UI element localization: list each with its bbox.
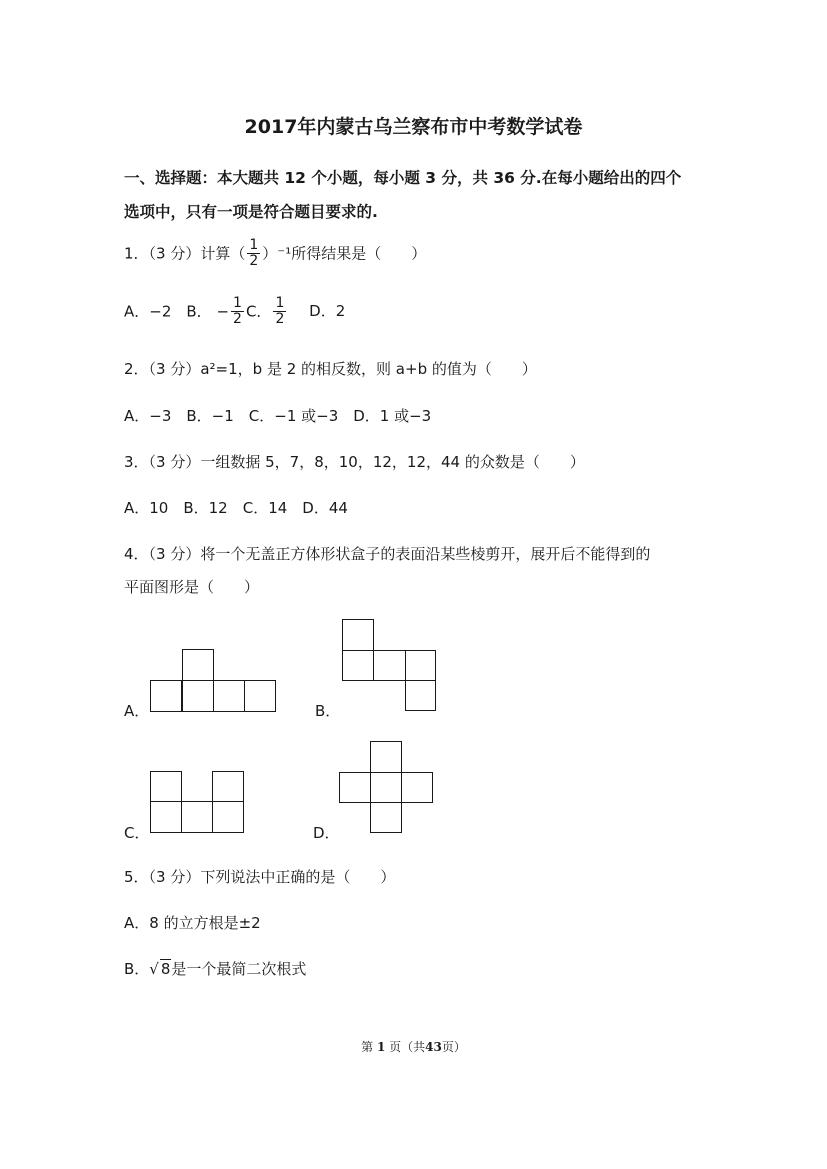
section-heading-line1: 一、选择题：本大题共 12 个小题，每小题 3 分，共 36 分.在每小题给出的四个 [124, 169, 682, 187]
footer-post: 页） [441, 1040, 466, 1054]
page-title: 2017年内蒙古乌兰察布市中考数学试卷 [244, 116, 583, 138]
q4-net-d [339, 741, 435, 835]
net-a-square [245, 681, 276, 712]
q1-prefix: 1．（3 分）计算（ [124, 244, 246, 263]
net-d-square [371, 773, 402, 803]
q1-option-d: D．2 [309, 302, 346, 321]
q4-option-d-label: D． [313, 824, 340, 842]
net-b-square [406, 651, 436, 681]
q1-c-den: 2 [275, 311, 285, 328]
question-2-options: A．−3 B．−1 C．−1 或−3 D．1 或−3 [124, 407, 432, 425]
footer-mid: 页（共 [389, 1040, 426, 1054]
net-c-square [213, 772, 244, 802]
question-1-stem [124, 238, 426, 270]
footer-pre: 第 [361, 1040, 374, 1054]
q1-frac-den: 2 [249, 253, 259, 270]
q1-b-den: 2 [233, 311, 242, 328]
net-a-square [183, 681, 214, 712]
net-a-square [214, 681, 245, 712]
q4-option-a-label: A． [124, 702, 150, 720]
net-d-square [340, 773, 371, 803]
q4-option-b-label: B． [315, 702, 341, 720]
q5-option-b [124, 958, 306, 979]
net-a-square [151, 681, 182, 712]
q1-option-b-fraction [231, 296, 244, 328]
net-a-square [183, 650, 214, 681]
q1-b-num: 1 [233, 295, 242, 311]
net-c-square [151, 772, 182, 802]
question-4-stem-line1: 4．（3 分）将一个无盖正方体形状盒子的表面沿某些棱剪开，展开后不能得到的 [124, 545, 651, 563]
net-c-square [213, 802, 244, 833]
q4-option-c-label: C． [124, 824, 150, 842]
q5-option-a: A．8 的立方根是±2 [124, 914, 261, 932]
net-d-square [371, 742, 402, 773]
q1-frac-num: 1 [249, 237, 259, 253]
net-b-square [343, 651, 374, 681]
q5-option-b-text: 是一个最简二次根式 [171, 960, 307, 978]
section-heading-line2: 选项中，只有一项是符合题目要求的. [124, 203, 378, 221]
q1-option-b-sign: − [216, 302, 230, 321]
page-footer [0, 1038, 827, 1055]
net-d-square [371, 803, 402, 833]
q4-net-c [150, 771, 246, 835]
q4-net-b [342, 619, 438, 713]
q1-option-c-fraction [273, 296, 286, 328]
net-d-square [402, 773, 433, 803]
q1-suffix: ）⁻¹所得结果是（ ） [262, 244, 427, 263]
footer-total-pages: 43 [425, 1040, 442, 1054]
net-b-square [374, 651, 406, 681]
q5-option-b-label: B． [124, 960, 150, 978]
q1-fraction [247, 238, 260, 270]
net-c-square [151, 802, 182, 833]
question-1-options [124, 296, 345, 328]
net-c-square [182, 802, 213, 833]
q1-option-a: A．−2 B． [124, 302, 212, 321]
question-3-options: A．10 B．12 C．14 D．44 [124, 499, 348, 517]
sqrt-symbol: √ [149, 960, 159, 978]
question-3-stem: 3．（3 分）一组数据 5，7，8，10，12，12，44 的众数是（ ） [124, 453, 585, 471]
question-2-stem: 2．（3 分）a²=1，b 是 2 的相反数，则 a+b 的值为（ ） [124, 360, 537, 378]
question-5-stem: 5．（3 分）下列说法中正确的是（ ） [124, 868, 396, 886]
footer-page-number: 1 [376, 1040, 386, 1054]
q5-radicand: 8 [160, 960, 171, 978]
question-4-stem-line2: 平面图形是（ ） [124, 578, 260, 596]
net-b-square [406, 681, 436, 711]
q1-c-num: 1 [275, 295, 285, 311]
net-b-square [343, 620, 374, 651]
q4-net-a [150, 649, 278, 713]
q1-option-c-label: C． [245, 302, 272, 321]
